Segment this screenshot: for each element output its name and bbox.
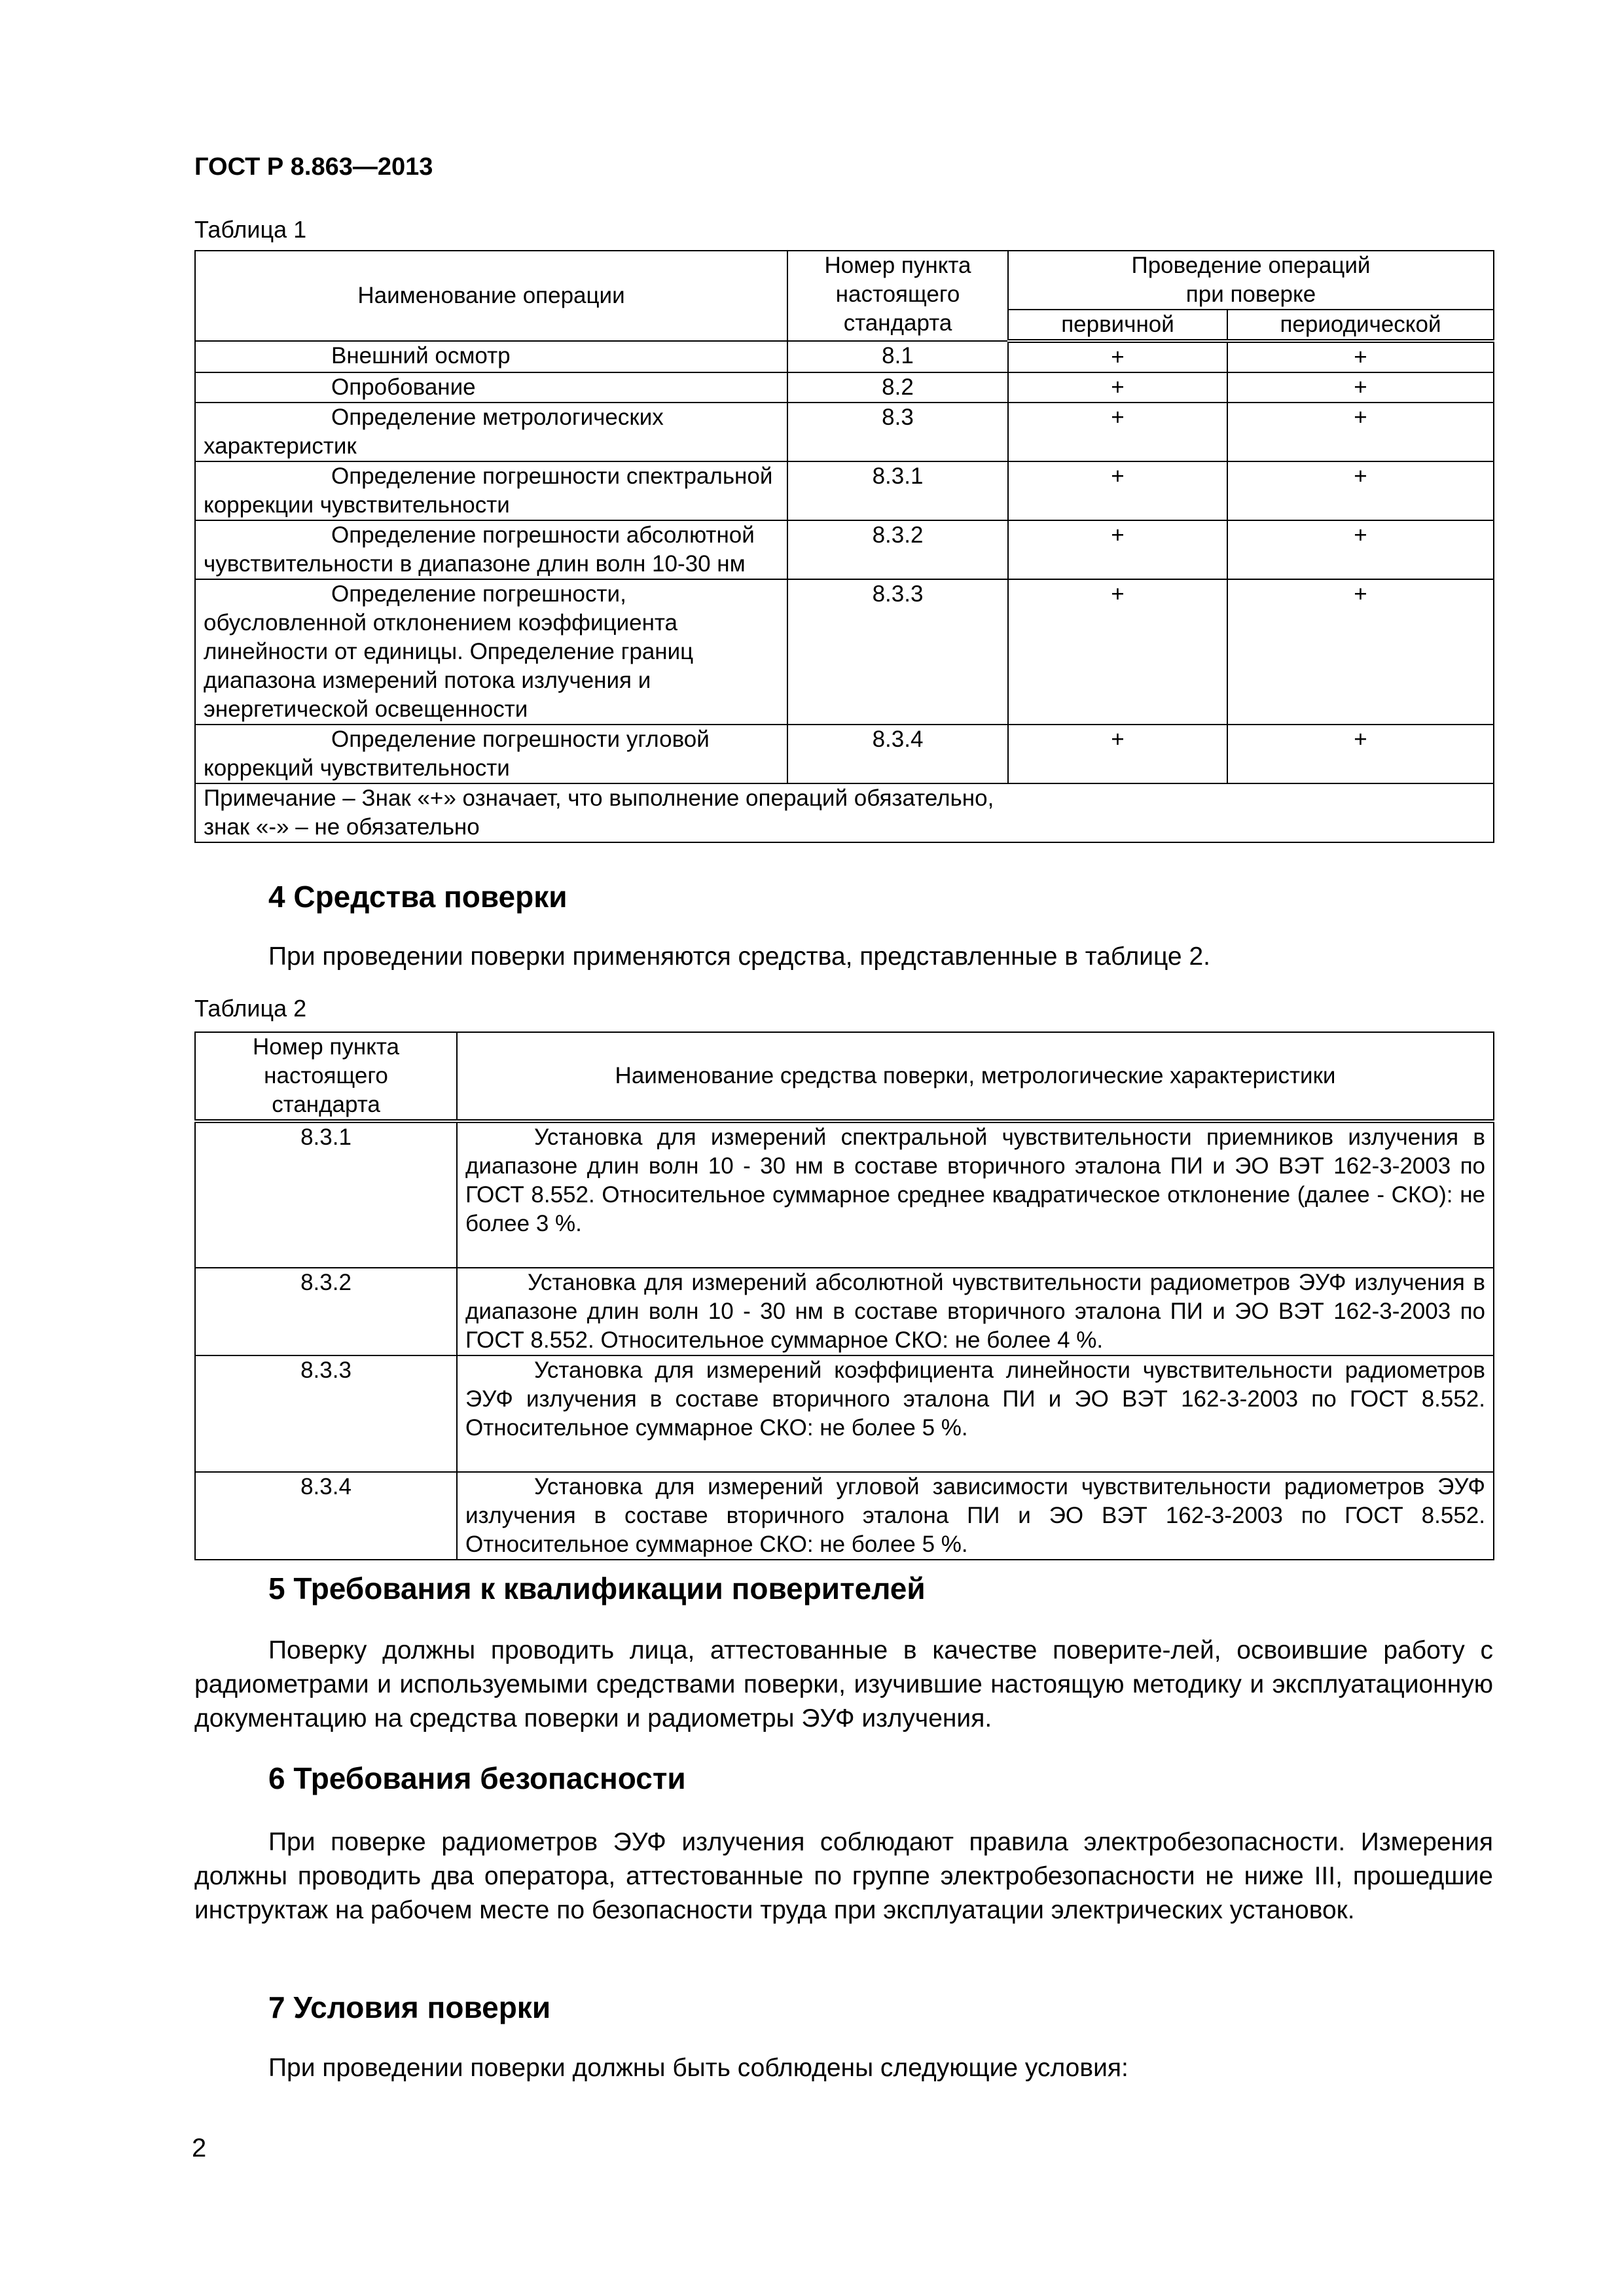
section7-title: 7 Условия поверки: [268, 1990, 551, 2024]
table-row: Определение метрологических характеристик 8.3 + +: [195, 403, 1494, 461]
section6-title: 6 Требования безопасности: [268, 1761, 686, 1795]
section6-text: При поверке радиометров ЭУФ излучения соблюдают правила электробезопасности. Измерения должны проводить два оператора, аттестованные по группе электробезопасности не ниже III, прошедшие инструктаж на рабочем месте по безопасности труда при эксплуатации электрических установок.: [194, 1828, 1493, 1924]
section5-title: 5 Требования к квалификации поверителей: [268, 1571, 926, 1605]
section4-text: При проведении поверки применяются средства, представленные в таблице 2.: [268, 942, 1210, 971]
table1-head-clause: Номер пункта настоящего стандарта: [787, 251, 1008, 341]
table-row: Определение погрешности абсолютной чувствительности в диапазоне длин волн 10-30 нм 8.3.2 + +: [195, 520, 1494, 579]
table1-header-row: [195, 251, 1494, 310]
verification-means-table: [194, 1031, 1494, 1560]
table-row: 8.3.2 Установка для измерений абсолютной чувствительности радиометров ЭУФ излучения в диапазоне длин волн 10 - 30 нм в составе вторичного эталона ПИ и ЭО ВЭТ 162-3-2003 по ГОСТ 8.552. Относительное суммарное СКО: не более 4 %.: [195, 1268, 1494, 1355]
page-number: 2: [192, 2134, 207, 2162]
table1-note: Примечание – Знак «+» означает, что выполнение операций обязательно, знак «-» – не обязательно: [195, 783, 1494, 842]
table2-header-row: [195, 1032, 1494, 1121]
table-row: 8.3.1 Установка для измерений спектральной чувствительности приемников излучения в диапазоне длин волн 10 - 30 нм в составе вторичного эталона ПИ и ЭО ВЭТ 162-3-2003 по ГОСТ 8.552. Относительное суммарное среднее квадратическое отклонение (далее - СКО): не более 3 %.: [195, 1121, 1494, 1268]
table1-head-periodic: периодической: [1227, 310, 1494, 341]
table2-head-name: Наименование средства поверки, метрологические характеристики: [457, 1032, 1494, 1121]
section7-text: При проведении поверки должны быть соблюдены следующие условия:: [268, 2054, 1128, 2082]
table-row: Определение погрешности спектральной коррекции чувствительности 8.3.1 + +: [195, 461, 1494, 520]
table-row: 8.3.4 Установка для измерений угловой зависимости чувствительности радиометров ЭУФ излучения в составе вторичного эталона ПИ и ЭО ВЭТ 162-3-2003 по ГОСТ 8.552. Относительное суммарное СКО: не более 5 %.: [195, 1472, 1494, 1560]
document-header: ГОСТ Р 8.863—2013: [194, 153, 433, 181]
table-row: 8.3.3 Установка для измерений коэффициента линейности чувствительности радиометров ЭУФ излучения в составе вторичного эталона ПИ и ЭО ВЭТ 162-3-2003 по ГОСТ 8.552. Относительное суммарное СКО: не более 5 %.: [195, 1355, 1494, 1472]
table-row: Опробование 8.2 + +: [195, 372, 1494, 403]
table1-head-group: Проведение операций при поверке: [1008, 251, 1494, 310]
table1-note-row: [195, 783, 1494, 842]
table-row: Определение погрешности угловой коррекций чувствительности 8.3.4 + +: [195, 725, 1494, 783]
section4-title: 4 Средства поверки: [268, 880, 568, 914]
table-row: Внешний осмотр 8.1 + +: [195, 341, 1494, 372]
table2-caption: Таблица 2: [194, 995, 307, 1022]
table-row: Определение погрешности, обусловленной отклонением коэффициента линейности от единицы. Определение границ диапазона измерений потока излучения и энергетической освещенности 8.3.3 + +: [195, 579, 1494, 725]
table1-head-primary: первичной: [1008, 310, 1227, 341]
table1-caption: Таблица 1: [194, 216, 307, 243]
section5-text: Поверку должны проводить лица, аттестованные в качестве поверите-лей, освоившие работу с радиометрами и используемыми средствами поверки, изучившие настоящую методику и эксплуатационную документацию на средства поверки и радиометры ЭУФ излучения.: [194, 1636, 1493, 1732]
operations-table: [194, 250, 1494, 843]
table2-head-clause: Номер пункта настоящего стандарта: [195, 1032, 457, 1121]
table1-head-name: Наименование операции: [195, 251, 787, 341]
